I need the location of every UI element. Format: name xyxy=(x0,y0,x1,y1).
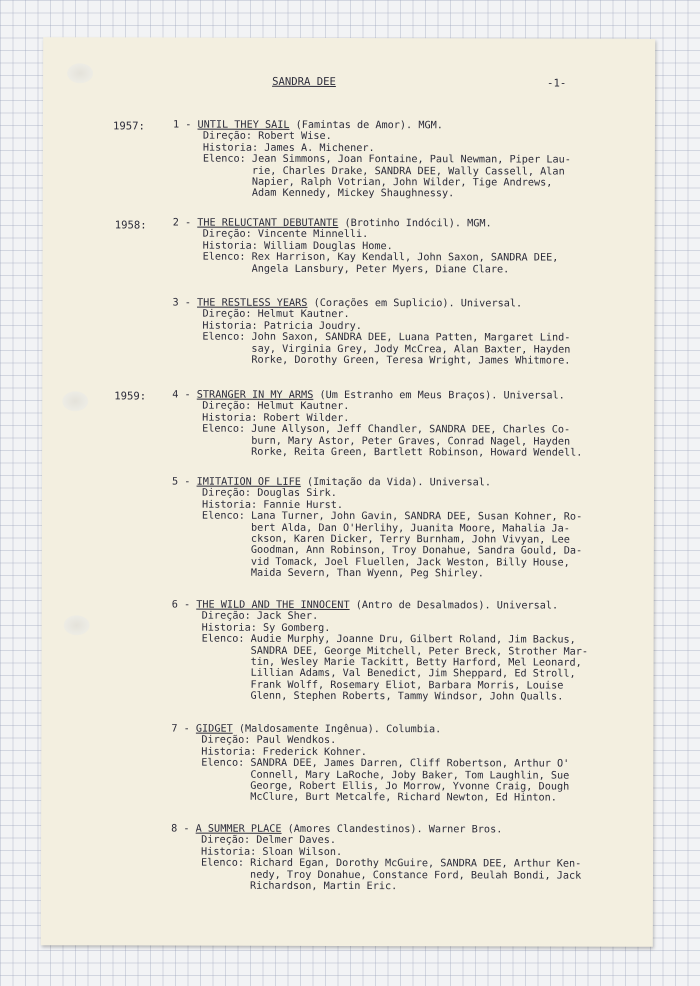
film-details: (Amores Clandestinos). Warner Bros. xyxy=(281,823,503,836)
film-credits: Direção: Jack Sher. Historia: Sy Gomberg. Elenco: Audie Murphy, Joanne Dru, Gilbert Roland, Jim Backus, SANDRA DEE, George Mitchell, Peter Breck, Strother Mar- tin, Wesley Marie Tackitt, Betty Harford, Mel Leonard, Lillian Adams, Val Benedict, Jim Sheppard, Ed Stroll, Frank Wolff, Rosemary Eliot, Barbara Morris, Louise Glenn, Stephen Roberts, Tammy Windsor, John Qualls. xyxy=(201,611,589,703)
film-number: 4 - xyxy=(172,389,197,401)
film-entry-heading xyxy=(173,218,492,230)
film-number: 2 - xyxy=(172,217,198,229)
film-credits: Direção: Helmut Kautner. Historia: Patricia Joudry. Elenco: John Saxon, SANDRA DEE, Luana Patten, Margaret Lind- say, Virginia Grey, Jody McCrea, Alan Baxter, Hayden Rorke, Dorothy Green, Teresa Wright, James Whitmore. xyxy=(202,309,571,367)
film-details: (Antro de Desalmados). Universal. xyxy=(349,600,559,612)
film-title: THE RESTLESS YEARS xyxy=(197,297,308,309)
punch-hole-top xyxy=(67,63,93,83)
year-label-1959: 1959: xyxy=(114,390,147,403)
film-number: 3 - xyxy=(172,297,198,309)
punch-hole-middle xyxy=(62,391,88,411)
film-details: (Brotinho Indócil). MGM. xyxy=(338,217,492,230)
page-number: -1- xyxy=(547,77,567,90)
film-details: (Imitação da Vida). Universal. xyxy=(300,476,492,489)
punch-hole-bottom xyxy=(64,615,90,635)
film-credits: Direção: Vincente Minnelli. Historia: William Douglas Home. Elenco: Rex Harrison, Kay Kendall, John Saxon, SANDRA DEE, Angela Lansbury, Peter Myers, Diane Clare. xyxy=(202,229,559,276)
film-entry-heading xyxy=(173,120,443,132)
year-label-1957: 1957: xyxy=(112,120,145,133)
film-credits: Direção: Helmut Kautner. Historia: Robert Wilder. Elenco: June Allyson, Jeff Chandler, SANDRA DEE, Charles Co- burn, Mary Astor, Peter Graves, Conrad Nagel, Hayden Rorke, Reita Green, Bartlett Robinson, Howard Wendell. xyxy=(202,401,583,459)
film-title: IMITATION OF LIFE xyxy=(196,476,301,488)
film-entry-heading xyxy=(172,477,491,489)
film-details: (Corações em Suplicio). Universal. xyxy=(307,297,523,310)
film-credits: Direção: Robert Wise. Historia: James A. Michener. Elenco: Jean Simmons, Joan Fontaine, Paul Newman, Piper Lau- rie, Charles Drake, SANDRA DEE, Wally Cassell, Alan Napier, Ralph Votrian, John Wilder, Tige Andrews, Adam Kennedy, Mickey Shaughnessy. xyxy=(202,131,571,200)
film-entry-heading xyxy=(171,724,441,736)
film-number: 5 - xyxy=(172,476,197,488)
film-title: THE RELUCTANT DEBUTANTE xyxy=(197,217,339,229)
year-label-1958: 1958: xyxy=(114,219,147,232)
film-credits: Direção: Delmer Daves. Historia: Sloan Wilson. Elenco: Richard Egan, Dorothy McGuire, SANDRA DEE, Arthur Ken- nedy, Troy Donahue, Constance Ford, Beulah Bondi, Jack Richardson, Martin Eric. xyxy=(200,835,582,893)
film-details: (Famintas de Amor). MGM. xyxy=(289,119,443,132)
film-details: (Maldosamente Ingênua). Columbia. xyxy=(232,723,442,736)
film-title: THE WILD AND THE INNOCENT xyxy=(196,599,350,612)
film-number: 6 - xyxy=(171,599,197,611)
film-title: STRANGER IN MY ARMS xyxy=(196,389,314,401)
film-title: A SUMMER PLACE xyxy=(195,823,282,835)
film-credits: Direção: Douglas Sirk. Historia: Fannie Hurst. Elenco: Lana Turner, John Gavin, SANDRA DEE, Susan Kohner, Ro- bert Alda, Dan O'Herlihy, Juanita Moore, Mahalia Ja- ckson, Karen Dicker, Terry Burnham, John Vivyan, Lee Goodman, Ann Robinson, Troy Donahue, Sandra Gould, Da- vid Tomack, Joel Fluellen, Jack Weston, Billy House, Maida Severn, Than Wyenn, Peg Shirley. xyxy=(201,488,583,580)
film-details: (Um Estranho em Meus Braços). Universal. xyxy=(313,389,565,402)
film-entry-heading xyxy=(172,298,522,310)
paper-sheet xyxy=(41,37,655,947)
film-entry-heading xyxy=(171,824,502,836)
film-title: UNTIL THEY SAIL xyxy=(197,119,290,131)
film-number: 8 - xyxy=(171,823,196,835)
film-title: GIDGET xyxy=(195,723,233,735)
film-number: 7 - xyxy=(171,723,196,735)
document-title: SANDRA DEE xyxy=(272,75,336,88)
film-credits: Direção: Paul Wendkos. Historia: Frederick Kohner. Elenco: SANDRA DEE, James Darren, Cliff Robertson, Arthur O' Connell, Mary LaRoche, Joby Baker, Tom Laughlin, Sue George, Robert Ellis, Jo Morrow, Yvonne Craig, Dough McClure, Burt Metcalfe, Richard Newton, Ed Hinton. xyxy=(201,735,570,804)
film-number: 1 - xyxy=(172,119,198,131)
